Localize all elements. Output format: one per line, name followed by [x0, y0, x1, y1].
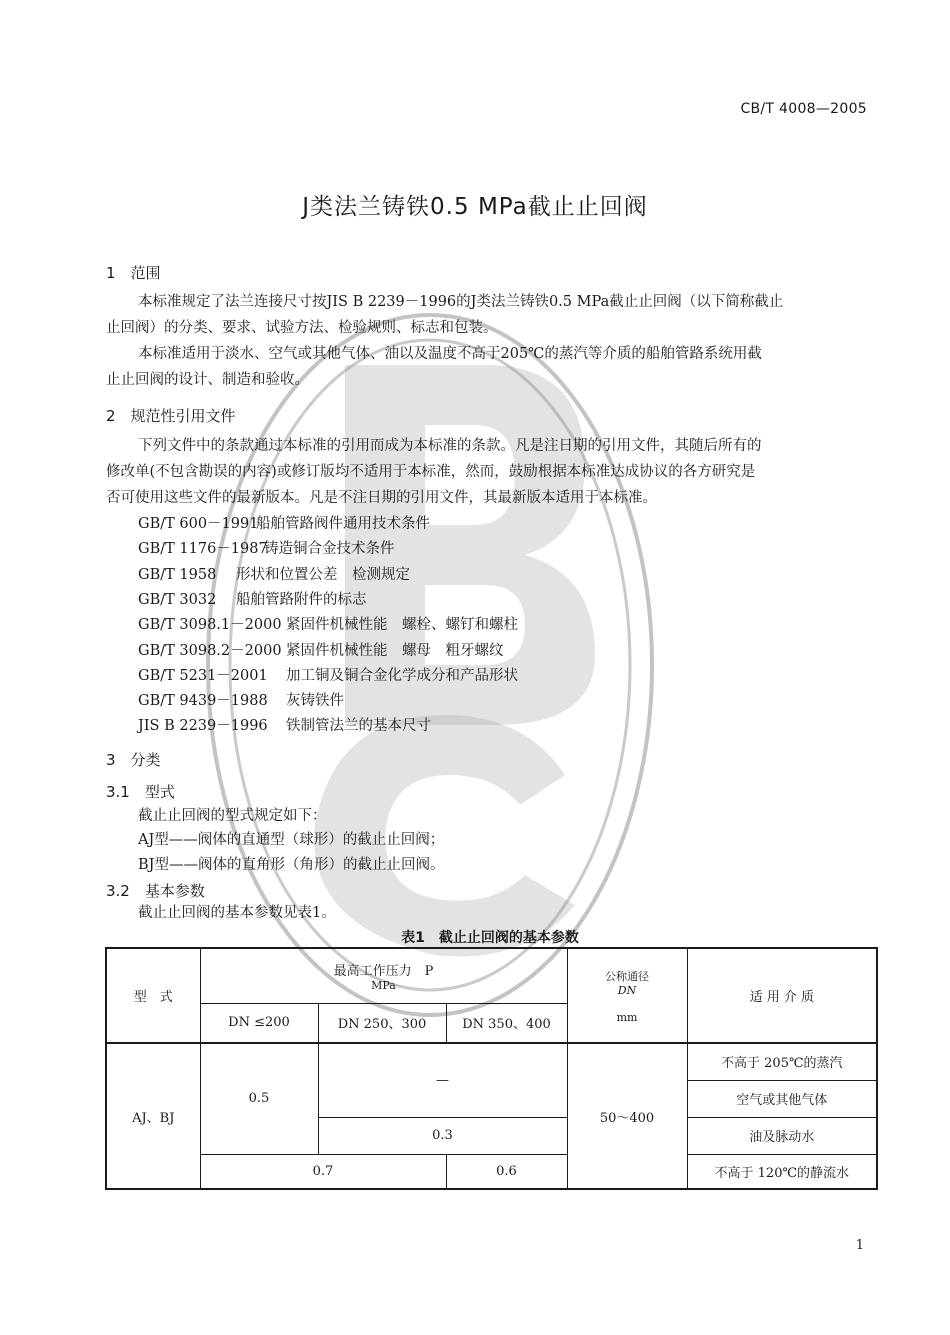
reference-title: 铁制管法兰的基本尺寸: [286, 718, 431, 735]
header-nominal-dn: DN: [617, 983, 637, 997]
section-3-1-aj-type: AJ型——阀体的直通型（球形）的截止止回阀；: [138, 832, 445, 848]
reference-code: GB/T 1176－1987: [138, 541, 268, 558]
header-max-pressure-label: 最高工作压力 P: [333, 963, 434, 979]
reference-item: [138, 714, 431, 735]
section-3-2-heading: 3.2 基本参数: [106, 882, 205, 900]
reference-item: [138, 639, 504, 660]
reference-code: GB/T 3098.1－2000: [138, 617, 282, 634]
reference-code: GB/T 600－1991: [138, 516, 259, 532]
header-type: 型 式: [106, 948, 200, 1043]
header-dn-le-200: DN ≤200: [200, 1003, 318, 1043]
reference-item: [138, 537, 395, 558]
header-nominal-label: 公称通径: [605, 969, 650, 983]
section-3-1-intro: 截止止回阀的型式规定如下：: [138, 808, 327, 824]
section-3-heading: 3 分类: [106, 751, 161, 769]
reference-code: GB/T 9439－1988: [138, 693, 268, 710]
header-medium: 适 用 介 质: [687, 948, 877, 1043]
pressure-oil: 0.3: [318, 1117, 567, 1154]
section-2-para-line-2: 修改单(不包含勘误的内容)或修订版均不适用于本标准，然而，鼓励根据本标准达成协议的各方研究是: [106, 464, 756, 480]
reference-item: [138, 563, 410, 584]
medium-static-water: 不高于 120℃的静流水: [687, 1154, 877, 1189]
reference-item: [138, 664, 518, 685]
medium-oil-water: 油及脉动水: [687, 1117, 877, 1154]
standard-code: CB/T 4008—2005: [740, 101, 867, 117]
section-3-2-intro: 截止止回阀的基本参数见表1。: [138, 905, 336, 921]
reference-item: [138, 588, 367, 609]
reference-title: 灰铸铁件: [286, 693, 344, 710]
section-1-para-1-line-1: 本标准规定了法兰连接尺寸按JIS B 2239－1996的J类法兰铸铁0.5 MPa截止止回阀（以下简称截止: [138, 294, 784, 310]
reference-title: 紧固件机械性能 螺母 粗牙螺纹: [286, 642, 504, 659]
header-nominal-diameter: [567, 948, 687, 1043]
reference-title: 加工铜及铜合金化学成分和产品形状: [286, 667, 518, 684]
section-1-para-1-line-2: 止回阀）的分类、要求、试验方法、检验规则、标志和包装。: [106, 320, 498, 336]
medium-steam: 不高于 205℃的蒸汽: [687, 1043, 877, 1080]
reference-code: GB/T 3098.2－2000: [138, 642, 282, 659]
reference-title: 船舶管路附件的标志: [236, 591, 367, 608]
reference-code: GB/T 1958: [138, 566, 217, 583]
reference-code: GB/T 3032: [138, 591, 217, 608]
reference-item: [138, 613, 518, 634]
section-2-para-line-1: 下列文件中的条款通过本标准的引用而成为本标准的条款。凡是注日期的引用文件，其随后所有的: [138, 438, 762, 454]
pressure-static-water-ab: 0.7: [200, 1154, 446, 1189]
header-max-pressure: [200, 948, 567, 1003]
type-aj-bj: AJ、BJ: [106, 1043, 200, 1189]
reference-title: 铸造铜合金技术条件: [264, 541, 395, 558]
pressure-dash: —: [318, 1043, 567, 1117]
section-2-para-line-3: 否可使用这些文件的最新版本。凡是不注日期的引用文件，其最新版本适用于本标准。: [106, 490, 657, 506]
reference-title: 形状和位置公差 检测规定: [236, 566, 410, 583]
reference-title: 紧固件机械性能 螺栓、螺钉和螺柱: [286, 617, 518, 634]
section-1-para-2-line-1: 本标准适用于淡水、空气或其他气体、油以及温度不高于205℃的蒸汽等介质的船舶管路系统用截: [138, 346, 762, 362]
header-dn-350-400: DN 350、400: [446, 1003, 567, 1043]
reference-code: JIS B 2239－1996: [138, 718, 268, 735]
document-title: J类法兰铸铁0.5 MPa截止止回阀: [302, 194, 648, 220]
pressure-dn-small: 0.5: [200, 1043, 318, 1154]
header-dn-250-300: DN 250、300: [318, 1003, 446, 1043]
reference-item: [138, 689, 344, 710]
header-max-pressure-unit: MPa: [371, 978, 396, 992]
reference-item: [138, 512, 430, 533]
reference-code: GB/T 5231－2001: [138, 667, 268, 684]
medium-air-gas: 空气或其他气体: [687, 1080, 877, 1117]
reference-title: 船舶管路阀件通用技术条件: [256, 516, 430, 532]
section-3-1-bj-type: BJ型——阀体的直角形（角形）的截止止回阀。: [138, 857, 445, 873]
section-1-para-2-line-2: 止止回阀的设计、制造和验收。: [106, 372, 309, 388]
section-2-heading: 2 规范性引用文件: [106, 407, 236, 425]
section-3-1-heading: 3.1 型式: [106, 783, 175, 801]
table-1-caption: 表1 截止止回阀的基本参数: [401, 930, 579, 946]
table-1-basic-parameters: [105, 947, 878, 1190]
section-1-heading: 1 范围: [106, 264, 161, 282]
pressure-static-water-c: 0.6: [446, 1154, 567, 1189]
page-number: 1: [855, 1238, 864, 1253]
nominal-diameter-range: 50～400: [567, 1043, 687, 1189]
header-nominal-unit: mm: [616, 1010, 638, 1024]
